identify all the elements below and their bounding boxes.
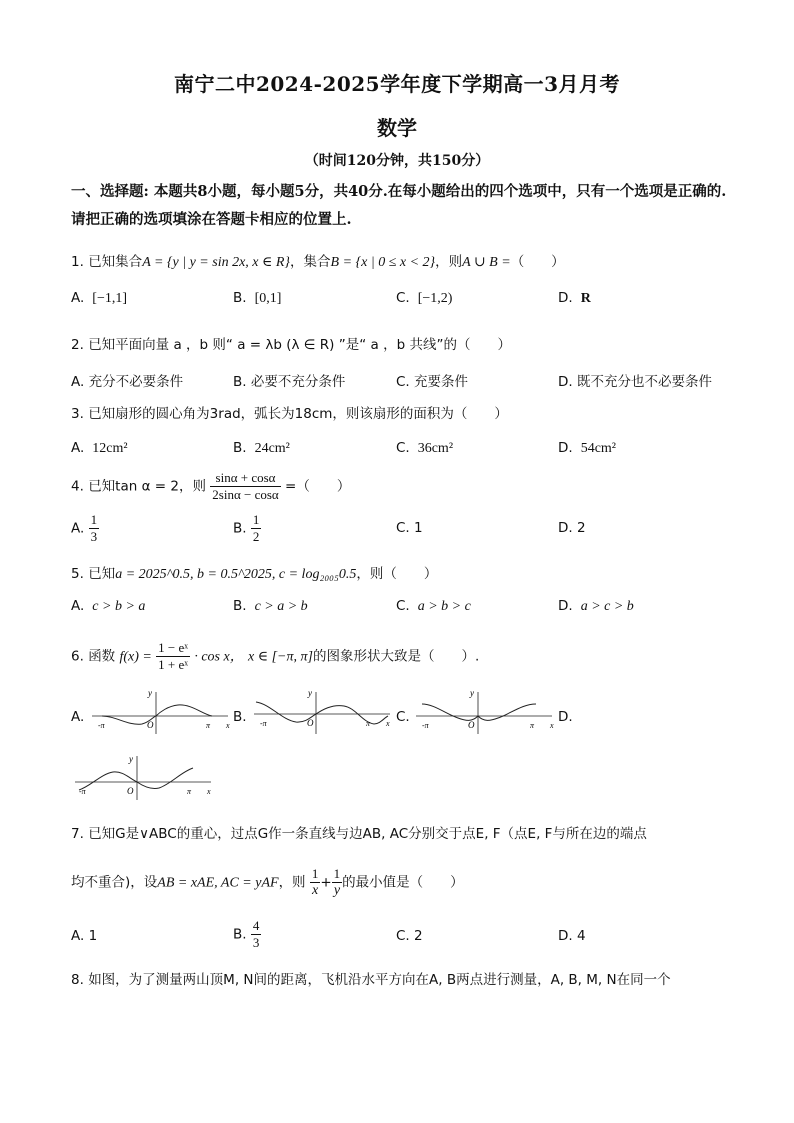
question-7-line-1: 7. 已知G是∨ABC的重心，过点G作一条直线与边AB, AC分别交于点E, F（点E, F与所在边的端点 <box>71 826 647 842</box>
section-heading: 一、选择题: 本题共8小题，每小题5分，共40分.在每小题给出的四个选项中，只有一个选项是正确的.请把正确的选项填涂在答题卡相应的位置上. <box>71 183 727 228</box>
question-8: 8. 如图，为了测量两山顶M, N间的距离，飞机沿水平方向在A, B两点进行测量，A, B, M, N在同一个 <box>71 972 671 988</box>
q7-option-a: A. 1 <box>71 928 98 944</box>
svg-text:x: x <box>550 721 554 730</box>
exam-time-note: （时间120分钟，共150分） <box>304 153 490 169</box>
q6-graph-b <box>250 688 398 736</box>
q6-fraction: $\frac{\text{1 − eˣ}}{\text{1 + eˣ}}$ <box>158 640 189 672</box>
q1-option-c: C. [−1,2) <box>396 290 453 306</box>
q2-option-c: C. 充要条件 <box>396 374 469 390</box>
q5-option-b: B. c > a > b <box>233 598 308 614</box>
q3-option-d: D. 54cm² <box>558 440 616 456</box>
question-3: 3. 已知扇形的圆心角为3rad，弧长为18cm，则该扇形的面积为（ ） <box>71 406 508 422</box>
q2-option-b: B. 必要不充分条件 <box>233 374 346 390</box>
svg-text:x: x <box>226 721 230 730</box>
q5-option-c: C. a > b > c <box>396 598 471 614</box>
q6-option-c: C. <box>396 709 410 725</box>
q6-option-b: B. <box>233 709 247 725</box>
q4-fraction: $\frac{\sin\alpha + \cos\alpha}{2\sin\alpha - \cos\alpha}$ <box>212 470 279 502</box>
q5-option-a: A. c > b > a <box>71 598 146 614</box>
svg-text:O: O <box>127 786 134 796</box>
q5-option-d: D. a > c > b <box>558 598 634 614</box>
q3-option-b: B. 24cm² <box>233 440 290 456</box>
q7-option-b: B. $\frac{4}{3}$ <box>233 918 260 950</box>
q7-option-c: C. 2 <box>396 928 423 944</box>
svg-text:π: π <box>366 719 371 728</box>
svg-text:O: O <box>468 720 475 730</box>
svg-text:y: y <box>470 688 474 698</box>
svg-text:-π: -π <box>260 719 267 728</box>
svg-text:π: π <box>530 721 535 730</box>
svg-text:O: O <box>307 718 314 728</box>
q2-option-d: D. 既不充分也不必要条件 <box>558 374 712 390</box>
q6-option-a: A. <box>71 709 85 725</box>
svg-text:x: x <box>386 719 390 728</box>
exam-subject: 数学 <box>377 116 417 140</box>
question-2: 2. 已知平面向量 a ，b 则“ a = λb (λ ∈ R) ”是“ a ，b 共线”的（ ） <box>71 337 511 353</box>
question-6: 6. 函数 f(x) = $\frac{\text{1 − eˣ}}{\text{1 + eˣ}}$ · cos x， x ∈ [−π, π]的图象形状大致是（ ）. <box>71 640 480 672</box>
q6-graph-c <box>412 688 560 736</box>
q4-option-b: B. $\frac{1}{2}$ <box>233 512 260 544</box>
q4-option-c: C. 1 <box>396 520 423 536</box>
question-7-line-2: 均不重合)，设AB = xAE, AC = yAF，则 $\frac{1}{x}$ + $\frac{1}{y}$ 的最小值是（ ） <box>71 866 464 898</box>
q1-option-a: A. [−1,1] <box>71 290 128 306</box>
q6-graph-a <box>88 688 236 736</box>
svg-text:y: y <box>129 754 133 764</box>
q3-option-c: C. 36cm² <box>396 440 454 456</box>
svg-text:-π: -π <box>79 787 86 796</box>
q1-option-d: D. R <box>558 290 591 306</box>
question-4: 4. 已知tan α = 2，则 $\frac{\sin\alpha + \cos\alpha}{2\sin\alpha - \cos\alpha}$ =（ ） <box>71 470 351 502</box>
q6-graph-d <box>71 752 219 802</box>
q1-option-b: B. [0,1] <box>233 290 282 306</box>
svg-text:π: π <box>187 787 192 796</box>
q4-option-a: A. $\frac{1}{3}$ <box>71 512 98 544</box>
svg-text:-π: -π <box>422 721 429 730</box>
question-5: 5. 已知a = 2025^0.5, b = 0.5^2025, c = log₂₀₀₅0.5，则（ ） <box>71 566 438 582</box>
svg-text:y: y <box>308 688 312 698</box>
svg-text:y: y <box>148 688 152 698</box>
svg-text:O: O <box>147 720 154 730</box>
q7-option-d: D. 4 <box>558 928 586 944</box>
svg-text:x: x <box>207 787 211 796</box>
q4-option-d: D. 2 <box>558 520 586 536</box>
svg-text:-π: -π <box>98 721 105 730</box>
question-1: 1. 已知集合A = {y | y = sin 2x, x ∈ R}，集合B = {x | 0 ≤ x < 2}，则A ∪ B =（ ） <box>71 254 565 270</box>
exam-title: 南宁二中2024-2025学年度下学期高一3月月考 <box>173 72 621 96</box>
q2-option-a: A. 充分不必要条件 <box>71 374 184 390</box>
svg-text:π: π <box>206 721 211 730</box>
q6-option-d: D. <box>558 709 573 725</box>
q3-option-a: A. 12cm² <box>71 440 128 456</box>
